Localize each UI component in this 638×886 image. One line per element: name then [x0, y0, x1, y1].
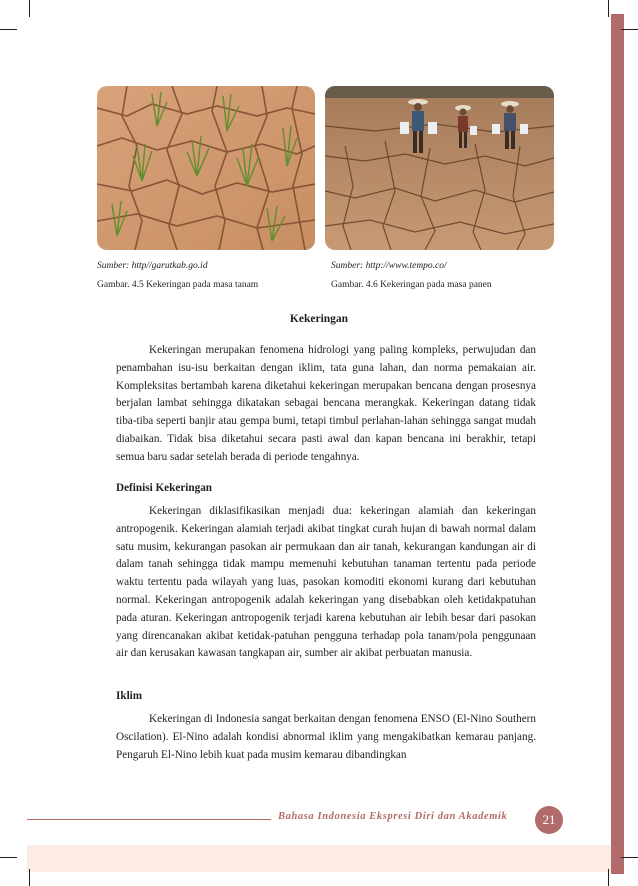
figure-4-6-caption: [331, 260, 561, 292]
bottom-decor-band: [27, 845, 611, 872]
footer-book-title: Bahasa Indonesia Ekspresi Diri dan Akademik: [278, 811, 508, 822]
climate-heading: Iklim: [116, 690, 143, 702]
definition-paragraph: Kekeringan diklasifikasikan menjadi dua: kekeringan alamiah dan kekeringan antropogenik. Kekeringan alamiah terjadi akibat tingkat curah hujan di bawah normal dalam satu musim, kekurangan pasokan air permukaan dan air tanah, kekurangan kandungan air di dalam tanah sehingga tidak mampu memenuhi kebutuhan tanaman tertentu pada periode waktu tertentu pada wilayah yang luas, pasokan komoditi ekonomi kurang dari kebutuhan normal. Kekeringan antropogenik adalah kekeringan yang disebabkan oleh ketidakpatuhan pada aturan. Kekeringan antropogenik terjadi karena kebutuhan air lebih besar dari pasokan yang direncanakan akibat ketidak-patuhan pengguna terhadap pola tanam/pola penggunaan air dan kerusakan kawasan tangkapan air, sumber air akibat perbuatan manusia.: [116, 505, 536, 660]
photo-drought-planting: [97, 86, 315, 250]
figure-4-5-caption: [97, 260, 322, 292]
climate-paragraph: Kekeringan di Indonesia sangat berkaitan dengan fenomena ENSO (El-Nino Southern Oscilation). El-Nino adalah kondisi abnormal iklim yang mengakibatkan kemarau panjang. Pengaruh El-Nino lebih kuat pada musim kemarau dibandingkan: [116, 713, 536, 761]
photo-drought-harvest: [325, 86, 554, 250]
figure-caption: Gambar. 4.5 Kekeringan pada masa tanam: [97, 280, 259, 290]
definition-heading: Definisi Kekeringan: [116, 482, 213, 494]
figure-caption: Gambar. 4.6 Kekeringan pada masa panen: [331, 280, 492, 290]
section-title: Kekeringan: [289, 313, 349, 325]
side-decor-band: [611, 14, 624, 874]
figure-source: Sumber: http//garutkab.go.id: [97, 261, 208, 271]
page-number: 21: [535, 806, 563, 834]
figure-source: Sumber: http://www.tempo.co/: [331, 261, 447, 271]
intro-paragraph: Kekeringan merupakan fenomena hidrologi yang paling kompleks, perwujudan dan penambahan isu-isu berkaitan dengan iklim, tata guna lahan, dan norma pemakaian air. Kompleksitas bertambah karena diketahui kekeringan merupakan bencana dengan prosesnya berjalan lambat sehingga dikatakan sebagai bencana merangkak. Kekeringan datang tidak tiba-tiba seperti banjir atau gempa bumi, tetapi timbul perlahan-lahan sehingga sangat mudah diabaikan. Tidak bisa diketahui secara pasti awal dan kapan bencana ini berakhir, tetapi semua baru sadar setelah berada di periode tengahnya.: [116, 344, 536, 463]
footer-rule: [27, 819, 271, 820]
